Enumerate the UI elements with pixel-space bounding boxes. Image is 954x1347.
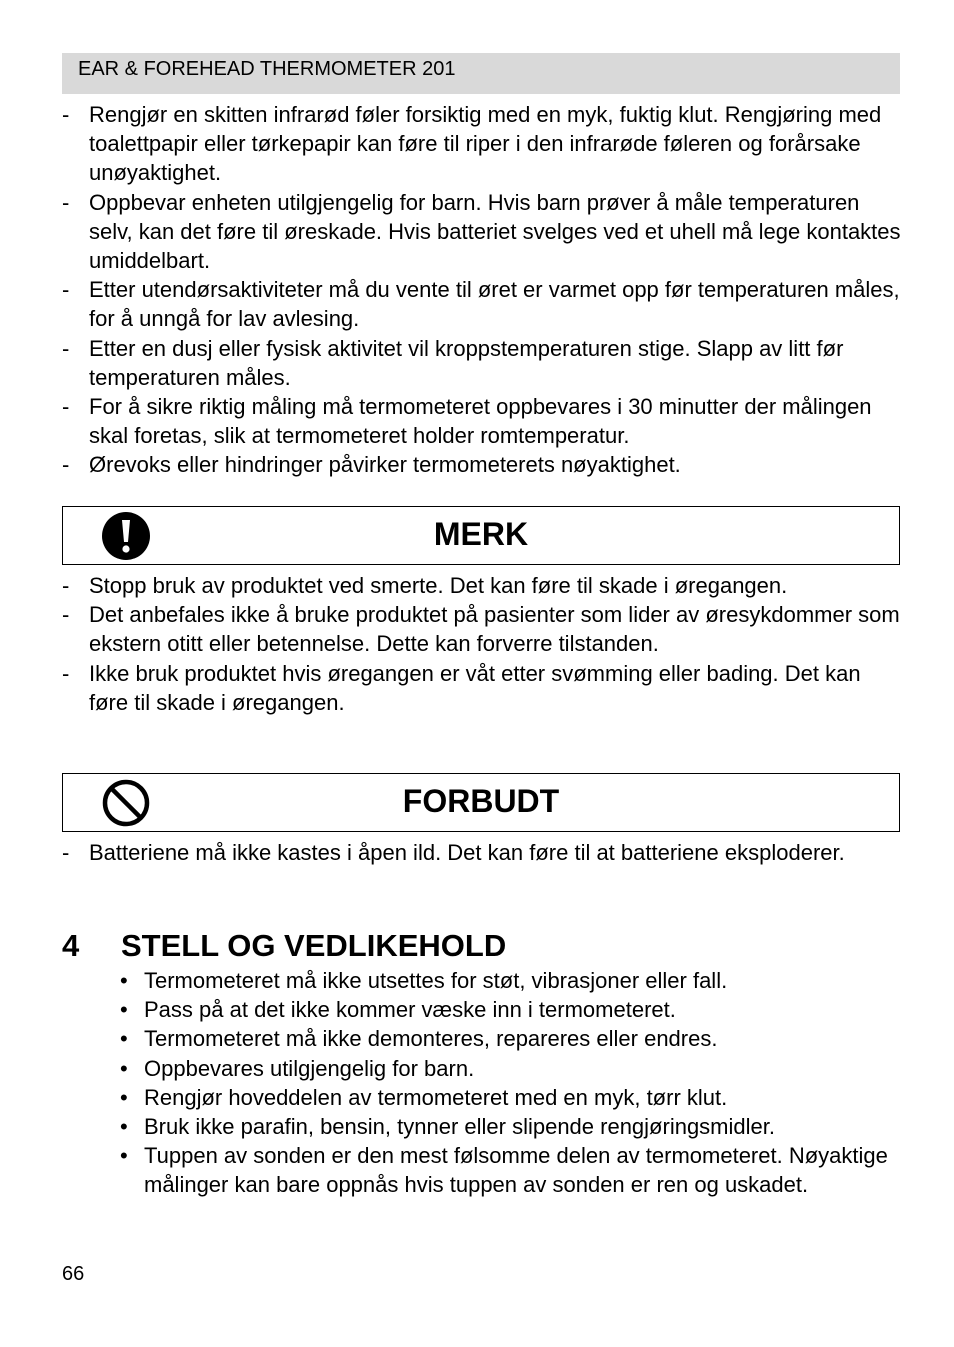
bullet-marker: • <box>120 968 128 993</box>
list-item <box>62 275 902 333</box>
list-item-text: Stopp bruk av produktet ved smerte. Det kan føre til skade i øregangen. <box>89 573 788 598</box>
dash-marker: - <box>62 840 70 865</box>
list-item-text: Pass på at det ikke kommer væske inn i termometeret. <box>144 997 676 1023</box>
dash-marker: - <box>62 189 70 215</box>
warnings-list <box>62 100 902 480</box>
list-item-text: For å sikre riktig måling må termometeret oppbevares i 30 minutter der målingen skal foretas, slik at termometeret holder romtemperatur. <box>89 394 872 449</box>
list-item-text: Oppbevares utilgjengelig for barn. <box>144 1055 475 1081</box>
bullet-marker: • <box>120 1084 128 1110</box>
list-item <box>118 1054 898 1083</box>
maintenance-list <box>118 966 898 1200</box>
list-item <box>62 334 902 392</box>
list-item-text: Termometeret må ikke utsettes for støt, vibrasjoner eller fall. <box>144 968 728 993</box>
bullet-marker: • <box>120 1055 128 1081</box>
list-item <box>118 1141 898 1199</box>
dash-marker: - <box>62 660 70 686</box>
header-bar <box>62 53 900 94</box>
bullet-marker: • <box>120 1114 128 1140</box>
list-item-text: Rengjør hoveddelen av termometeret med en myk, tørr klut. <box>144 1084 728 1110</box>
list-item-text: Etter utendørsaktiviteter må du vente til øret er varmet opp før temperaturen måles, for å unngå for lav avlesing. <box>89 277 900 332</box>
forbudt-list <box>62 838 902 867</box>
dash-marker: - <box>62 277 70 303</box>
list-item <box>118 995 898 1024</box>
list-item-text: Oppbevar enheten utilgjengelig for barn. Hvis barn prøver å måle temperaturen selv, kan det føre til øreskade. Hvis batteriet svelges ved et uhell må lege kontaktes umiddelbart. <box>89 189 901 274</box>
list-item <box>118 1112 898 1141</box>
list-item-text: Ørevoks eller hindringer påvirker termometerets nøyaktighet. <box>89 452 681 478</box>
list-item-text: Det anbefales ikke å bruke produktet på pasienter som lider av øresykdommer som ekstern otitt eller betennelse. Dette kan forverre tilstanden. <box>89 602 900 657</box>
merk-title: MERK <box>433 516 529 552</box>
list-item <box>62 188 902 276</box>
list-item-text: Batteriene må ikke kastes i åpen ild. Det kan føre til at batteriene eksploderer. <box>89 840 845 865</box>
list-item <box>118 966 898 995</box>
dash-marker: - <box>62 602 70 628</box>
merk-list <box>62 571 902 717</box>
list-item <box>62 659 902 717</box>
list-item-text: Bruk ikke parafin, bensin, tynner eller slipende rengjøringsmidler. <box>144 1114 775 1140</box>
list-item <box>62 600 902 658</box>
document-title: EAR & FOREHEAD THERMOMETER 201 <box>78 58 456 80</box>
bullet-marker: • <box>120 997 128 1023</box>
list-item-text: Etter en dusj eller fysisk aktivitet vil kroppstemperaturen stige. Slapp av litt før temperaturen måles. <box>89 335 844 390</box>
section-title: STELL OG VEDLIKEHOLD <box>121 928 507 963</box>
list-item <box>62 392 902 450</box>
list-item-text: Ikke bruk produktet hvis øregangen er våt etter svømming eller bading. Det kan føre til skade i øregangen. <box>89 660 861 715</box>
forbudt-title: FORBUDT <box>402 783 560 819</box>
bullet-marker: • <box>120 1026 128 1052</box>
list-item <box>118 1024 898 1053</box>
list-item <box>118 1083 898 1112</box>
list-item-text: Termometeret må ikke demonteres, repareres eller endres. <box>144 1026 718 1052</box>
list-item-text: Rengjør en skitten infrarød føler forsiktig med en myk, fuktig klut. Rengjøring med toalettpapir eller tørkepapir kan føre til riper i den infrarøde føleren og forårsake unøyaktighet. <box>89 102 882 186</box>
merk-box <box>62 506 900 565</box>
dash-marker: - <box>62 573 70 598</box>
bullet-marker: • <box>120 1143 128 1169</box>
forbudt-box <box>62 773 900 832</box>
dash-marker: - <box>62 102 70 127</box>
section-number: 4 <box>62 928 80 963</box>
list-item <box>62 450 902 479</box>
list-item <box>62 100 902 188</box>
list-item-text: Tuppen av sonden er den mest følsomme delen av termometeret. Nøyaktige målinger kan bare oppnås hvis tuppen av sonden er ren og uskadet. <box>144 1143 888 1198</box>
dash-marker: - <box>62 335 70 361</box>
page-number: 66 <box>62 1263 85 1285</box>
dash-marker: - <box>62 394 70 420</box>
list-item <box>62 571 902 600</box>
dash-marker: - <box>62 452 70 478</box>
list-item <box>62 838 902 867</box>
